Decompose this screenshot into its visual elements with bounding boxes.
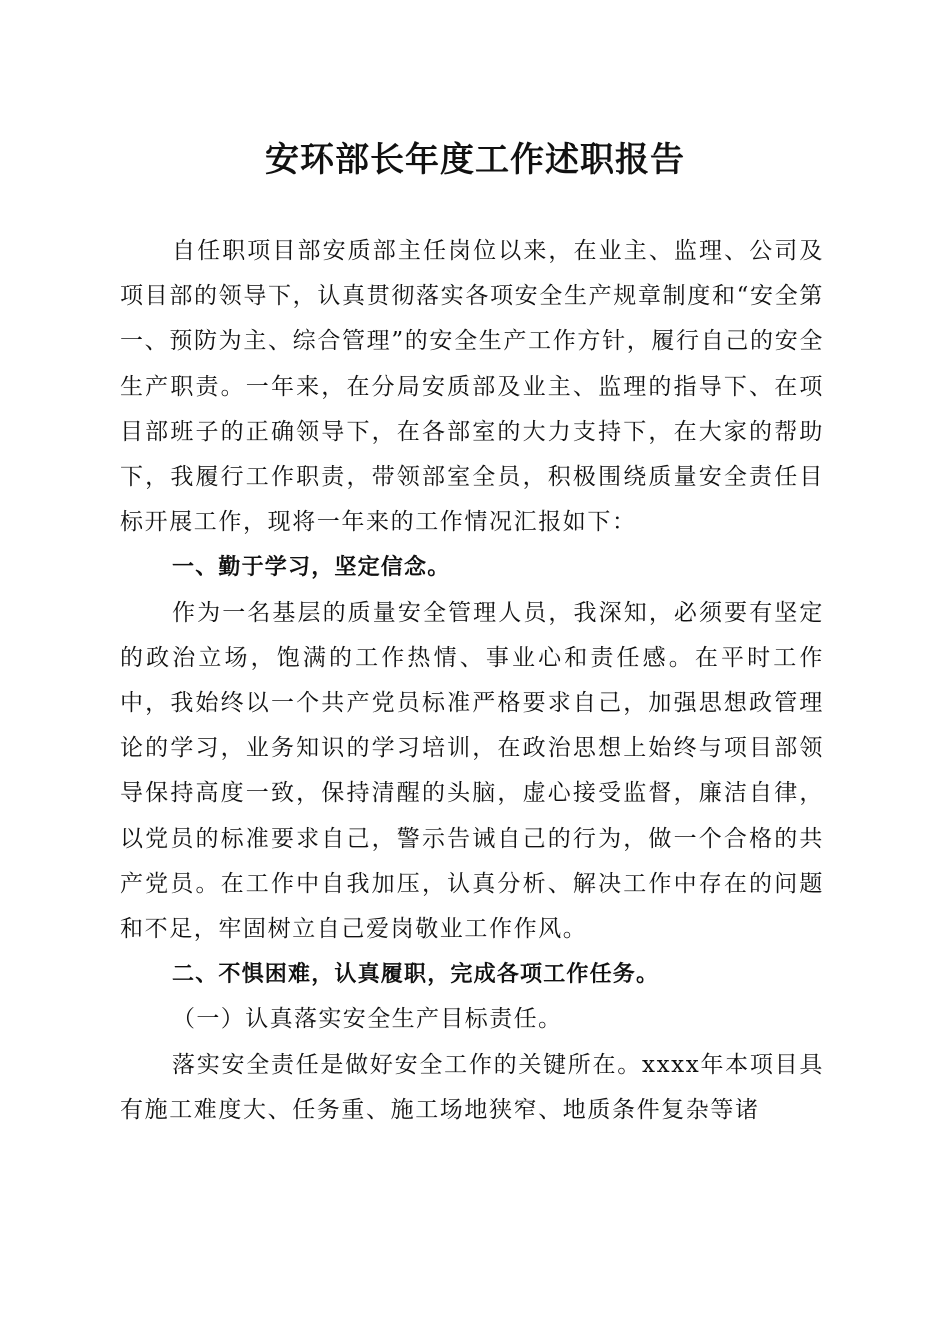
section-heading-2: 二、不惧困难，认真履职，完成各项工作任务。 — [172, 962, 660, 988]
subsection-heading-2-1: （一）认真落实安全生产目标责任。 — [172, 1006, 563, 1033]
intro-paragraph: 自任职项目部安质部主任岗位以来，在业主、监理、公司及项目部的领导下，认真贯彻落实各项安全生产规章制度和“安全第一、预防为主、综合管理”的安全生产工作方针，履行自己的安全生产职责。一年来，在分局安质部及业主、监理的指导下、在项目部班子的正确领导下，在各部室的大力支持下，在大家的帮助下，我履行工作职责，带领部室全员，积极围绕质量安全责任目标开展工作，现将一年来的工作情况汇报如下： — [120, 238, 824, 536]
document-body — [120, 229, 824, 1133]
section-2-1-paragraph: 落实安全责任是做好安全工作的关键所在。xxxx年本项目具有施工难度大、任务重、施工场地狭窄、地质条件复杂等诸 — [120, 1051, 824, 1123]
document-title: 安环部长年度工作述职报告 — [265, 140, 685, 180]
section-heading-1: 一、勤于学习，坚定信念。 — [172, 555, 451, 581]
section-1-paragraph: 作为一名基层的质量安全管理人员，我深知，必须要有坚定的政治立场，饱满的工作热情、事业心和责任感。在平时工作中，我始终以一个共产党员标准严格要求自己，加强思想政管理论的学习，业务知识的学习培训，在政治思想上始终与项目部领导保持高度一致，保持清醒的头脑，虚心接受监督，廉洁自律，以党员的标准要求自己，警示告诫自己的行为，做一个合格的共产党员。在工作中自我加压，认真分析、解决工作中存在的问题和不足，牢固树立自己爱岗敬业工作作风。 — [120, 599, 824, 943]
